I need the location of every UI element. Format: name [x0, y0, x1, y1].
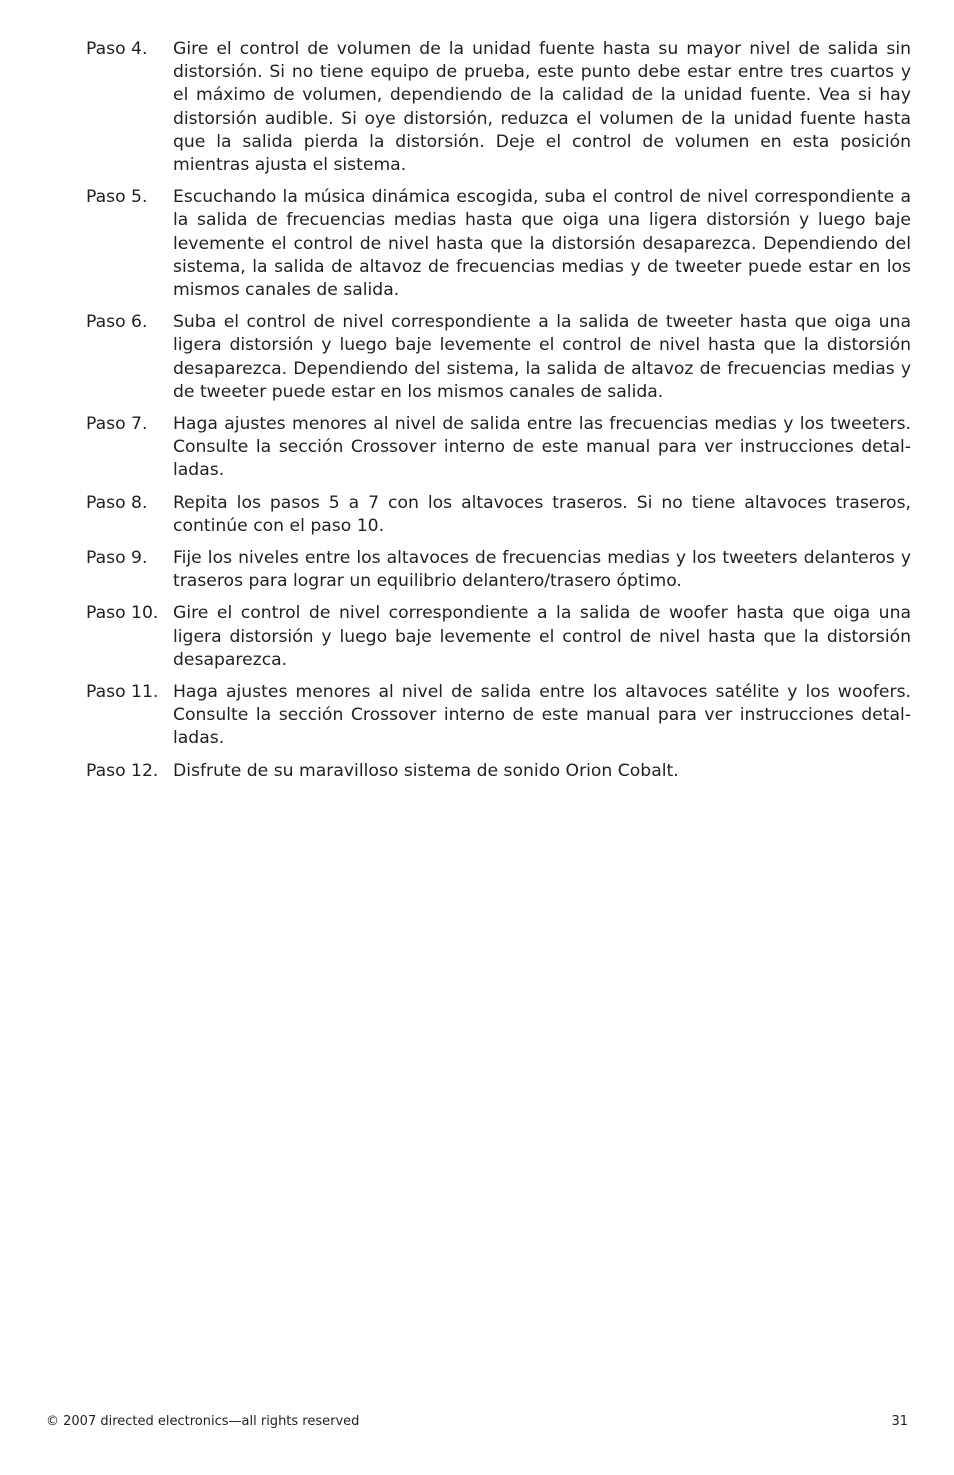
step-label: Paso 5. — [86, 187, 148, 208]
step-text: Escuchando la música dinámica escogida, suba el control de nivel correspondiente a la salida de frecuencias medias hasta que oiga una ligera distorsión y luego baje levemente el control de nivel hasta que la distorsión desaparezca. Dependiendo del sistema, la salida de altavoz de frecuencias medias y de tweeter puede estar en los mismos canales de salida. — [173, 187, 911, 301]
step-text: Gire el control de nivel correspondiente a la salida de woofer hasta que oiga una ligera distorsión y luego baje levemente el control de nivel hasta que la distorsión desaparezca. — [173, 603, 911, 670]
step-item — [86, 602, 911, 672]
step-label: Paso 6. — [86, 312, 148, 333]
step-text: Haga ajustes menores al nivel de salida entre los altavoces satélite y los woofers. Consulte la sección Crossover interno de este manual para ver instrucciones detalladas. — [173, 682, 911, 749]
step-label: Paso 9. — [86, 548, 148, 569]
step-label: Paso 12. — [86, 760, 159, 781]
step-item — [86, 311, 911, 404]
step-item — [86, 492, 911, 538]
step-label: Paso 7. — [86, 414, 148, 435]
step-label: Paso 8. — [86, 492, 148, 513]
step-text: Gire el control de volumen de la unidad fuente hasta su mayor nivel de salida sin distorsión. Si no tiene equipo de prueba, este punto debe estar entre tres cuartos y el máximo de volumen, dependiendo de la calidad de la unidad fuente. Vea si hay distorsión audible. Si oye distorsión, reduzca el volumen de la unidad fuente hasta que la salida pierda la distorsión. Deje el control de volumen en esta posición mientras ajusta el sistema. — [173, 39, 911, 176]
step-text: Fije los niveles entre los altavoces de frecuencias medias y los tweeters delanteros y traseros para lograr un equilibrio delantero/trasero óptimo. — [173, 548, 911, 592]
copyright-notice: © 2007 directed electronics—all rights reserved — [46, 1414, 360, 1429]
step-item — [86, 38, 911, 177]
page-number: 31 — [891, 1414, 908, 1429]
step-text: Disfrute de su maravilloso sistema de sonido Orion Cobalt. — [173, 760, 679, 781]
step-text: Suba el control de nivel correspondiente a la salida de tweeter hasta que oiga una ligera distorsión y luego baje levemente el control de nivel hasta que la distorsión desaparezca. Dependiendo del sistema, la salida de altavoz de frecuencias medias y de tweeter puede estar en los mismos canales de salida. — [173, 312, 911, 402]
step-item — [86, 413, 911, 483]
step-label: Paso 10. — [86, 603, 159, 624]
step-label: Paso 4. — [86, 39, 148, 59]
step-item — [86, 186, 911, 302]
page-footer — [46, 1413, 908, 1431]
step-text: Repita los pasos 5 a 7 con los altavoces traseros. Si no tiene altavoces traseros, continúe con el paso 10. — [173, 492, 911, 536]
step-text: Haga ajustes menores al nivel de salida entre las frecuencias medias y los tweeters. Consulte la sección Crossover interno de este manual para ver instrucciones detalladas. — [173, 414, 911, 481]
step-item — [86, 760, 911, 783]
step-item — [86, 681, 911, 751]
step-item — [86, 547, 911, 593]
steps-list — [86, 38, 911, 792]
step-label: Paso 11. — [86, 682, 159, 703]
